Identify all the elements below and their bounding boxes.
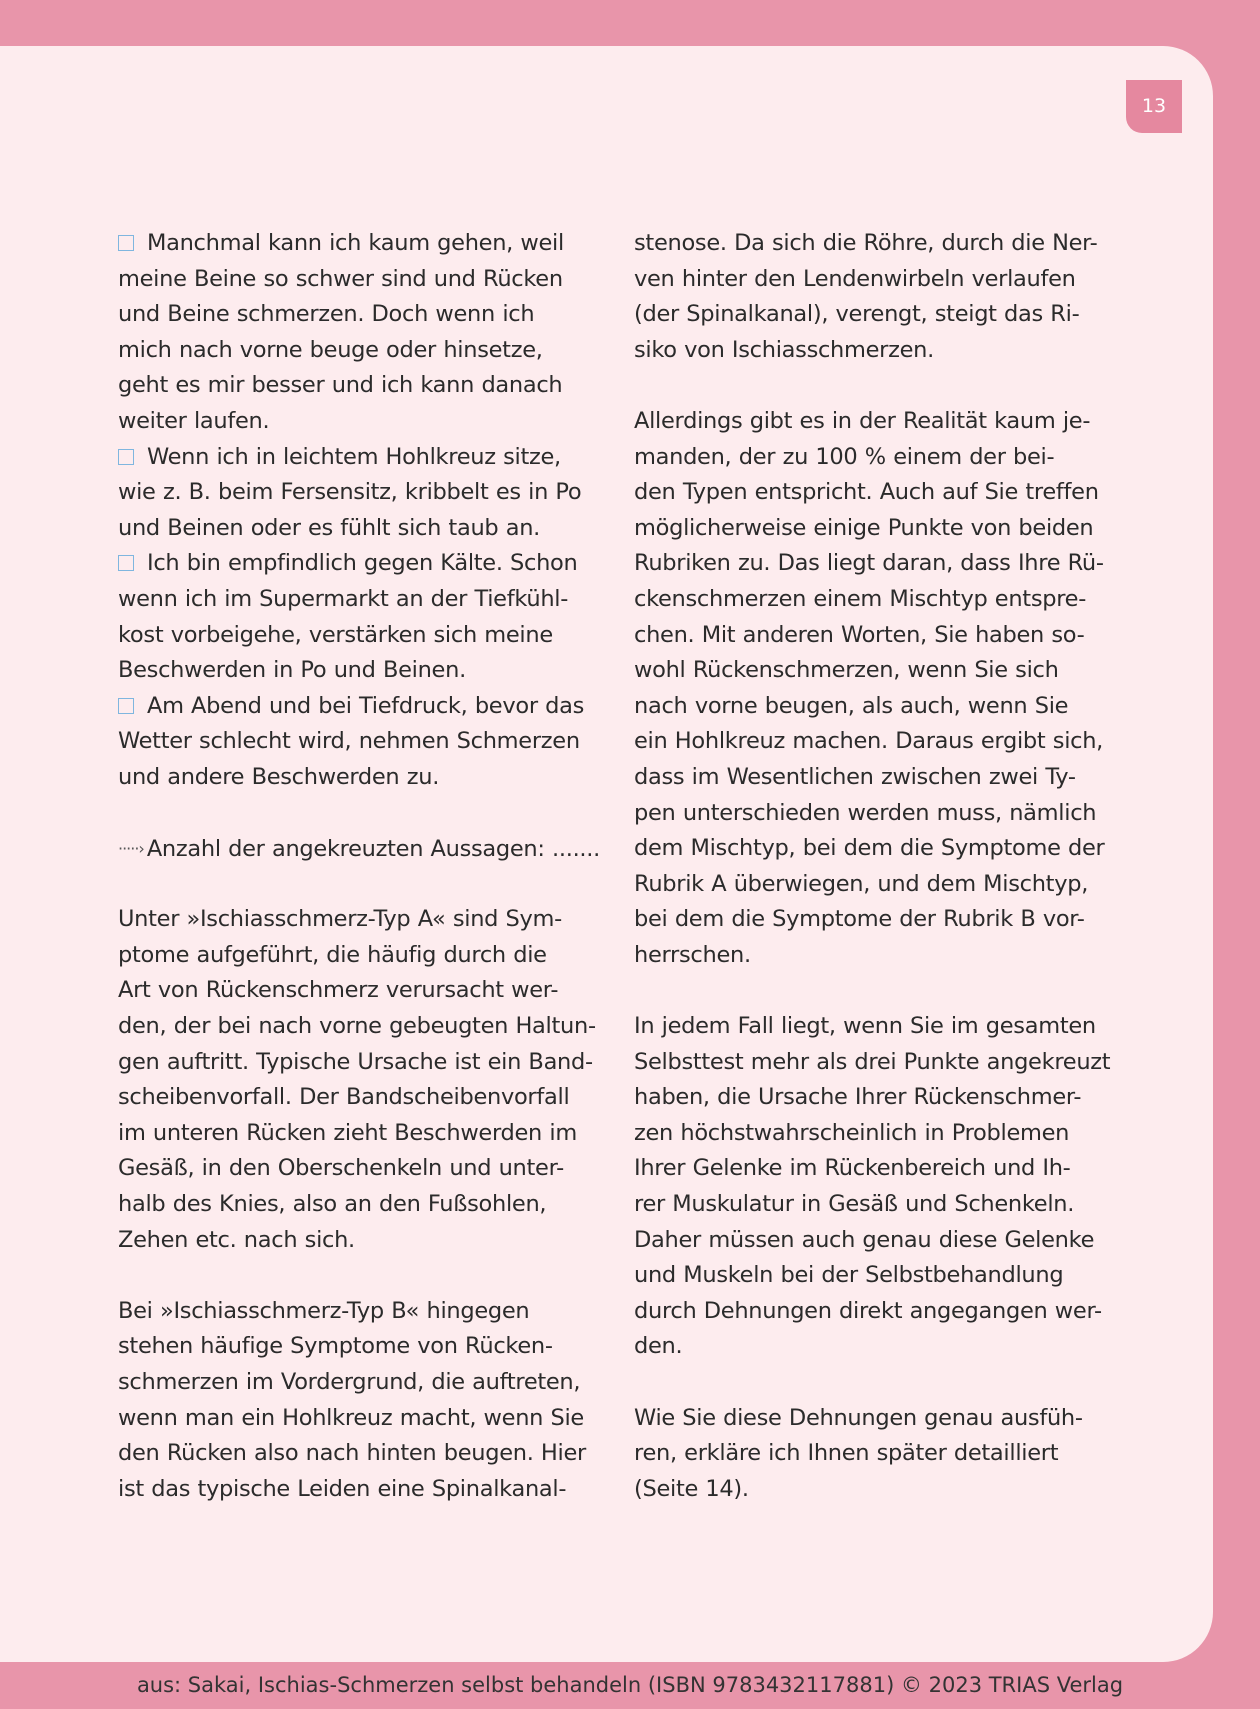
- source-footer: aus: Sakai, Ischias-Schmerzen selbst behandeln (ISBN 9783432117881) © 2023 TRIAS Verlag: [136, 1673, 1124, 1697]
- checklist-item-3: Ich bin empfindlich gegen Kälte. Schon wenn ich im Supermarkt an der Tiefkühl- kost vorbeigehe, verstärken sich meine Beschwerden in Po und Beinen.: [118, 550, 578, 684]
- right-column: [634, 226, 1111, 1507]
- dotted-arrow-icon: ·····›: [118, 839, 144, 859]
- count-line: [118, 831, 600, 867]
- paragraph-stenose: stenose. Da sich die Röhre, durch die Ner- ven hinter den Lendenwirbeln verlaufen (der Spinalkanal), verengt, steigt das Ri- siko von Ischiasschmerzen.: [634, 230, 1098, 363]
- paragraph-typ-b: Bei »Ischiasschmerz-Typ B« hingegen stehen häufige Symptome von Rücken- schmerzen im Vordergrund, die auftreten, wenn man ein Hohlkreuz macht, wenn Sie den Rücken also nach hinten beugen. Hier ist das typische Leiden eine Spinalkanal-: [118, 1297, 586, 1502]
- checklist-item-1: Manchmal kann ich kaum gehen, weil meine Beine so schwer sind und Rücken und Beine schmerzen. Doch wenn ich mich nach vorne beuge oder hinsetze, geht es mir besser und ich kann danach weiter laufen.: [118, 230, 564, 434]
- checkbox[interactable]: [118, 555, 134, 571]
- count-label: Anzahl der angekreuzten Aussagen: .......: [146, 836, 600, 863]
- checklist-item-4: Am Abend und bei Tiefdruck, bevor das Wetter schlecht wird, nehmen Schmerzen und andere Beschwerden zu.: [118, 692, 585, 790]
- paragraph-mischtyp: Allerdings gibt es in der Realität kaum je- manden, der zu 100 % einem der bei- den Typen entspricht. Auch auf Sie treffen möglicherweise einige Punkte von beiden Rubriken zu. Das liegt daran, dass Ihre Rü- ckenschmerzen einem Mischtyp entspre- chen. Mit anderen Worten, Sie haben so- wohl Rückenschmerzen, wenn Sie sich nach vorne beugen, als auch, wenn Sie ein Hohlkreuz machen. Daraus ergibt sich, dass im Wesentlichen zwischen zwei Ty- pen unterschieden werden muss, nämlich dem Mischtyp, bei dem die Symptome der Rubrik A überwiegen, und dem Mischtyp, bei dem die Symptome der Rubrik B vor- herrschen.: [634, 407, 1105, 968]
- checklist-item-2: Wenn ich in leichtem Hohlkreuz sitze, wie z. B. beim Fersensitz, kribbelt es in Po und Beinen oder es fühlt sich taub an.: [118, 443, 582, 541]
- checkbox[interactable]: [118, 235, 134, 251]
- checkbox[interactable]: [118, 698, 134, 714]
- left-column: [118, 226, 600, 1507]
- checkbox[interactable]: [118, 449, 134, 465]
- paragraph-ursache: In jedem Fall liegt, wenn Sie im gesamten Selbsttest mehr als drei Punkte angekreuzt haben, die Ursache Ihrer Rückenschmer- zen höchstwahrscheinlich in Problemen Ihrer Gelenke im Rückenbereich und Ih- rer Muskulatur in Gesäß und Schenkeln. Daher müssen auch genau diese Gelenke und Muskeln bei der Selbstbehandlung durch Dehnungen direkt angegangen wer- den.: [634, 1013, 1111, 1360]
- page-number: 13: [1126, 80, 1182, 133]
- paragraph-dehnungen: Wie Sie diese Dehnungen genau ausfüh- ren, erkläre ich Ihnen später detailliert (Seite 14).: [634, 1404, 1083, 1502]
- paragraph-typ-a: Unter »Ischiasschmerz-Typ A« sind Sym- ptome aufgeführt, die häufig durch die Art von Rückenschmerz verursacht wer- den, der bei nach vorne gebeugten Haltun- gen auftritt. Typische Ursache ist ein Band- scheibenvorfall. Der Bandscheibenvorfall im unteren Rücken zieht Beschwerden im Gesäß, in den Oberschenkeln und unter- halb des Knies, also an den Fußsohlen, Zehen etc. nach sich.: [118, 906, 596, 1253]
